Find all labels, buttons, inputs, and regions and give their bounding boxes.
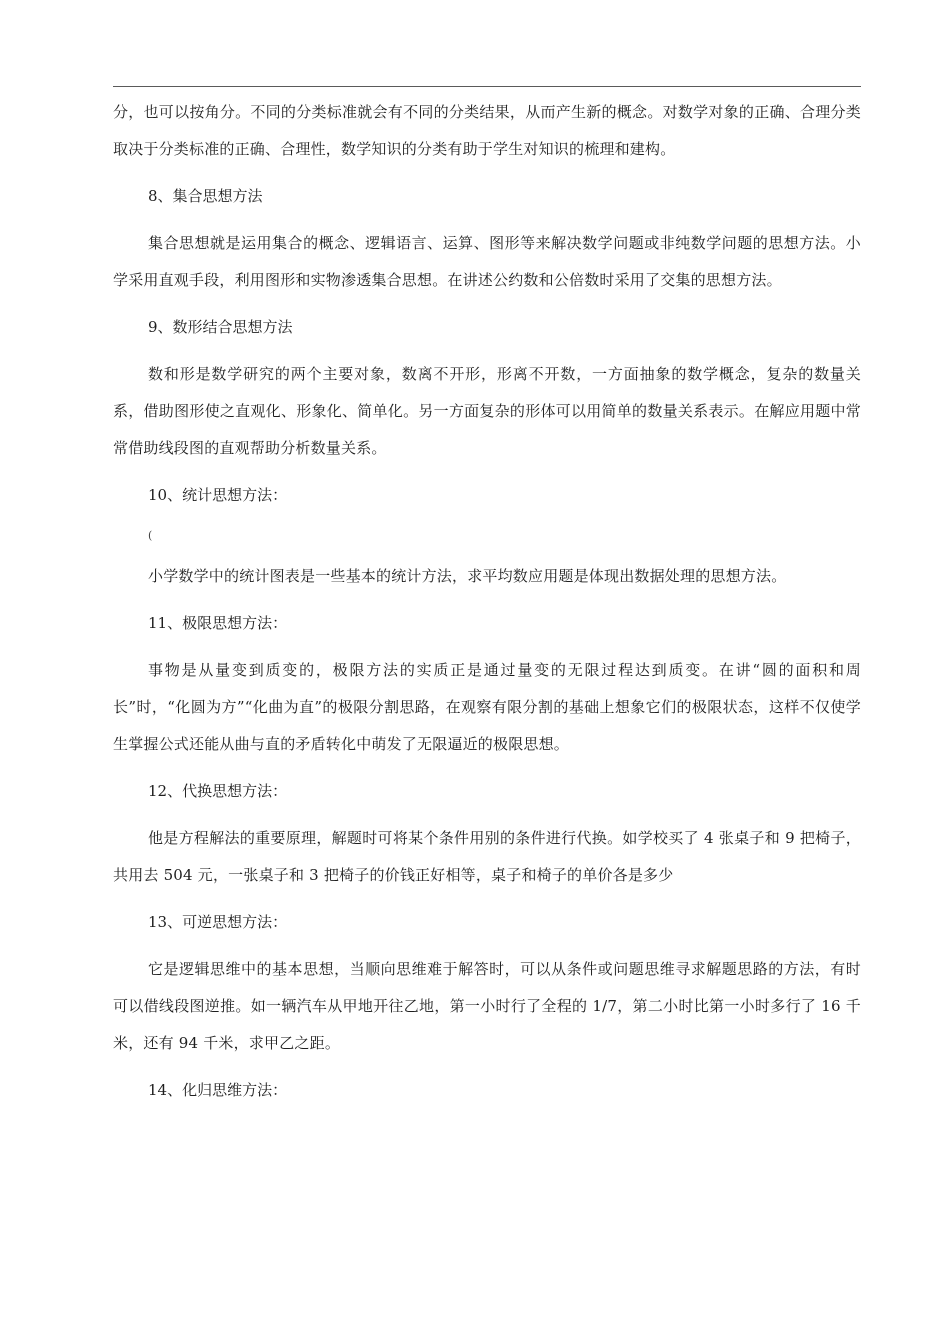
section-body-11: 事物是从量变到质变的，极限方法的实质正是通过量变的无限过程达到质变。在讲“圆的面积和周长”时，“化圆为方”“化曲为直”的极限分割思路，在观察有限分割的基础上想象它们的极限状态，这样不仅使学生掌握公式还能从曲与直的矛盾转化中萌发了无限逼近的极限思想。: [113, 661, 861, 753]
section-heading-13: 13、可逆思想方法：: [148, 913, 288, 931]
section-heading-11: 11、极限思想方法：: [148, 614, 288, 632]
stray-mark: (: [148, 529, 153, 542]
section-heading-10: 10、统计思想方法：: [148, 486, 288, 504]
section-heading-8: 8、集合思想方法: [148, 187, 263, 205]
section-body-9: 数和形是数学研究的两个主要对象，数离不开形，形离不开数，一方面抽象的数学概念，复杂的数量关系，借助图形使之直观化、形象化、简单化。另一方面复杂的形体可以用简单的数量关系表示。在解应用题中常常借助线段图的直观帮助分析数量关系。: [113, 365, 861, 457]
section-heading-12: 12、代换思想方法：: [148, 782, 288, 800]
section-heading-14: 14、化归思维方法：: [148, 1081, 288, 1099]
section-body-8: 集合思想就是运用集合的概念、逻辑语言、运算、图形等来解决数学问题或非纯数学问题的思想方法。小学采用直观手段，利用图形和实物渗透集合思想。在讲述公约数和公倍数时采用了交集的思想方法。: [113, 234, 861, 289]
header-rule: [113, 86, 861, 87]
section-body-12: 他是方程解法的重要原理，解题时可将某个条件用别的条件进行代换。如学校买了 4 张桌子和 9 把椅子，共用去 504 元，一张桌子和 3 把椅子的价钱正好相等，桌子和椅子的单价各是多少: [113, 829, 861, 884]
intro-paragraph: 分，也可以按角分。不同的分类标准就会有不同的分类结果，从而产生新的概念。对数学对象的正确、合理分类取决于分类标准的正确、合理性，数学知识的分类有助于学生对知识的梳理和建构。: [113, 103, 861, 158]
section-body-10: 小学数学中的统计图表是一些基本的统计方法，求平均数应用题是体现出数据处理的思想方法。: [148, 567, 787, 585]
section-body-13: 它是逻辑思维中的基本思想，当顺向思维难于解答时，可以从条件或问题思维寻求解题思路的方法，有时可以借线段图逆推。如一辆汽车从甲地开往乙地，第一小时行了全程的 1/7，第二小时比第一小时多行了 16 千米，还有 94 千米，求甲乙之距。: [113, 960, 861, 1052]
section-heading-9: 9、数形结合思想方法: [148, 318, 293, 336]
document-page: [113, 94, 861, 1119]
